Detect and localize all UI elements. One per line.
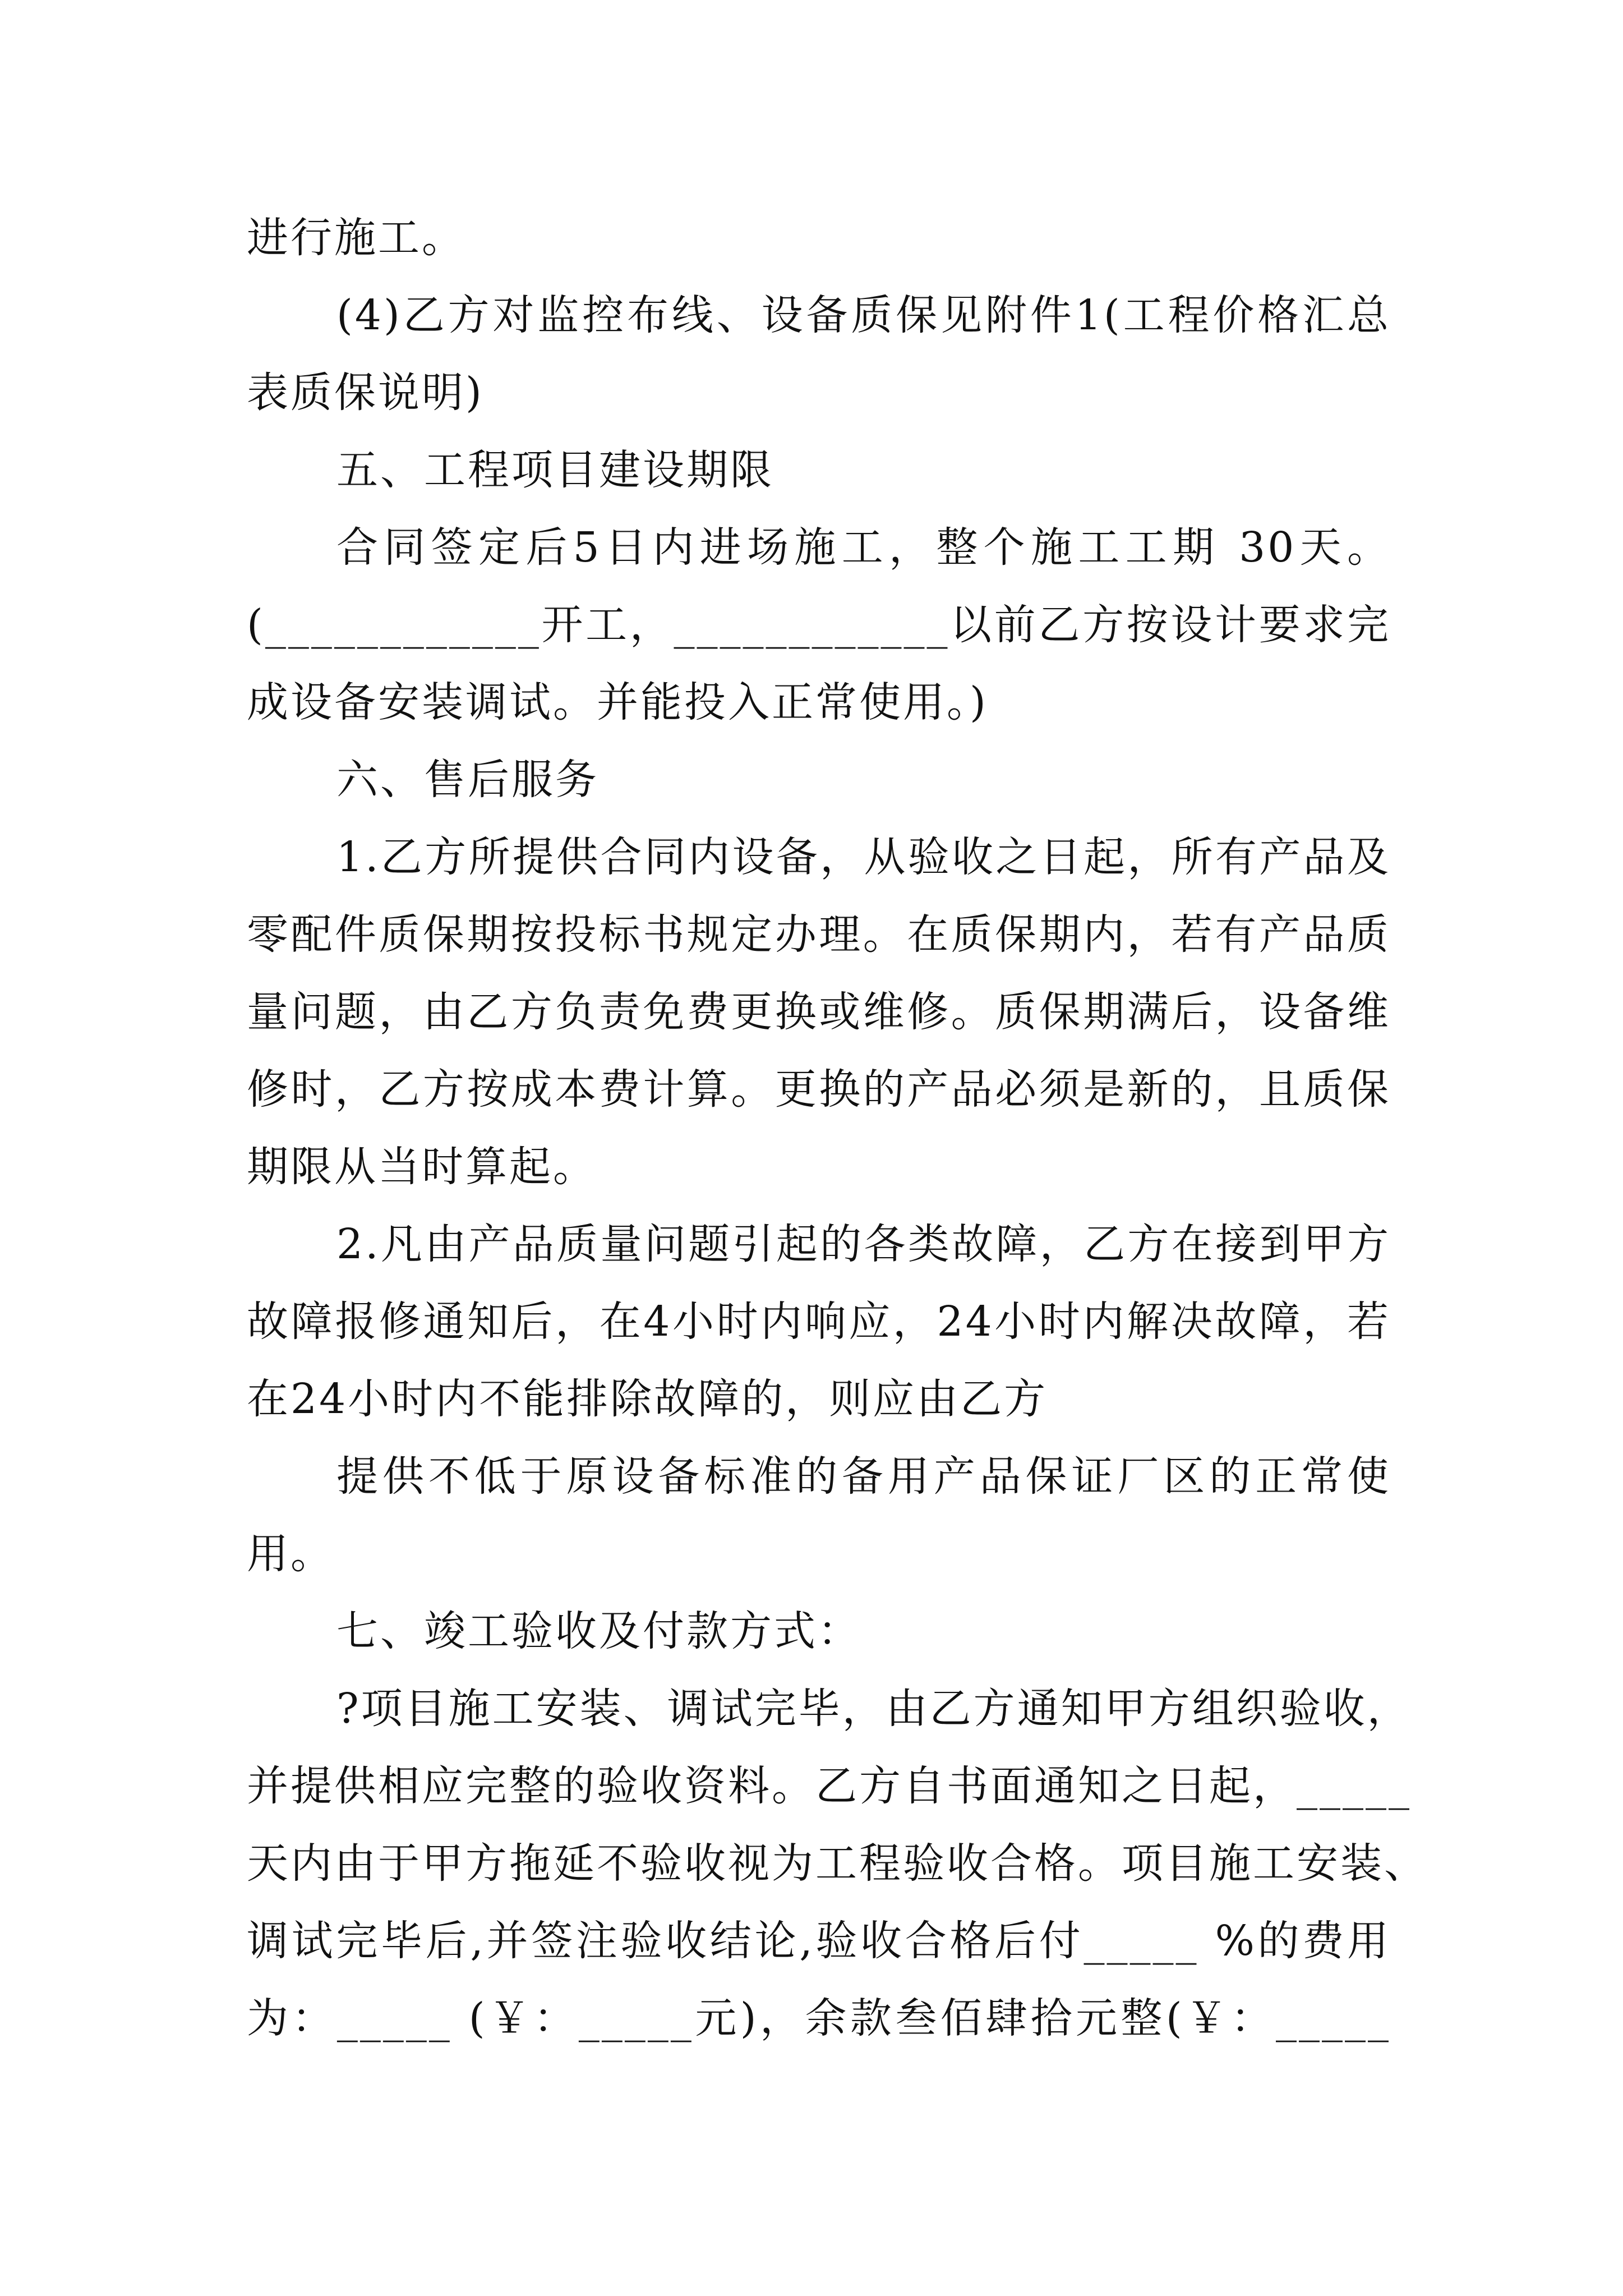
text-line: 2.凡由产品质量问题引起的各类故障，乙方在接到甲方 [336, 1220, 1391, 1268]
text-line: 提供不低于原设备标准的备用产品保证厂区的正常使 [336, 1452, 1391, 1501]
text-line: 修时，乙方按成本费计算。更换的产品必须是新的，且质保 [247, 1065, 1391, 1114]
text-line: (4)乙方对监控布线、设备质保见附件1(工程价格汇总 [336, 291, 1391, 339]
text-line: 天内由于甲方拖延不验收视为工程验收合格。项目施工安装、 [247, 1839, 1428, 1888]
section-heading-7: 七、竣工验收及付款方式： [336, 1607, 861, 1655]
text-line: 调试完毕后,并签注验收结论,验收合格后付_____ %的费用 [247, 1917, 1391, 1965]
text-line: 表质保说明) [247, 369, 484, 417]
text-line: 并提供相应完整的验收资料。乙方自书面通知之日起，_____ [247, 1762, 1412, 1810]
text-line: 在24小时内不能排除故障的，则应由乙方 [247, 1375, 1048, 1423]
text-line: 为：_____ (￥：_____元)，余款叁佰肆拾元整(￥：_____ [247, 1994, 1391, 2042]
text-line: 进行施工。 [247, 214, 465, 262]
contract-text-body [247, 199, 1428, 2057]
text-line: 期限从当时算起。 [247, 1143, 597, 1191]
text-line: (____________开工，____________以前乙方按设计要求完 [247, 601, 1391, 649]
section-heading-5: 五、工程项目建设期限 [336, 446, 774, 494]
text-line: 1.乙方所提供合同内设备，从验收之日起，所有产品及 [336, 833, 1391, 881]
text-line: 量问题，由乙方负责免费更换或维修。质保期满后，设备维 [247, 988, 1391, 1036]
text-line: 故障报修通知后，在4小时内响应，24小时内解决故障，若 [247, 1297, 1391, 1346]
text-line: 用。 [247, 1530, 334, 1578]
text-line: 成设备安装调试。并能投入正常使用。) [247, 678, 988, 726]
text-line: 零配件质保期按投标书规定办理。在质保期内，若有产品质 [247, 910, 1391, 959]
text-line: 合同签定后5日内进场施工，整个施工工期 30天。 [336, 523, 1391, 572]
text-line: ?项目施工安装、调试完毕，由乙方通知甲方组织验收， [336, 1685, 1411, 1733]
section-heading-6: 六、售后服务 [336, 756, 599, 804]
